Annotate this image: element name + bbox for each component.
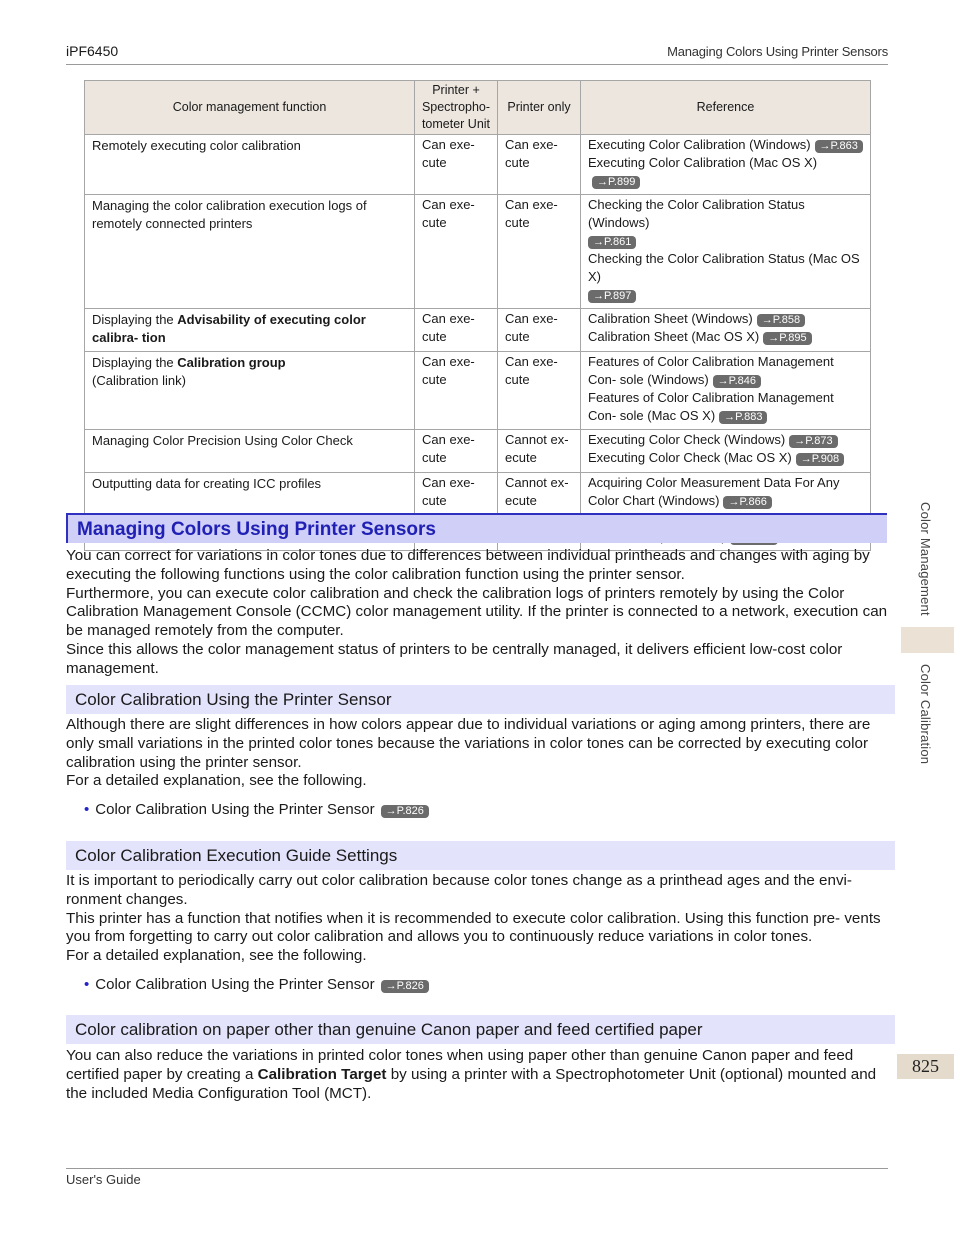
table-header-spectro: Printer + Spectropho- tometer Unit bbox=[415, 81, 498, 135]
spectro-cell: Can exe- cute bbox=[415, 309, 498, 352]
function-cell: Displaying the Calibration group (Calibration link) bbox=[85, 352, 415, 430]
page-number: 825 bbox=[897, 1054, 954, 1079]
table-row bbox=[85, 195, 871, 309]
reference-link[interactable]: Executing Color Check (Windows) →P.873 bbox=[588, 431, 863, 449]
printer-cell: Can exe- cute bbox=[498, 195, 581, 309]
table-row bbox=[85, 135, 871, 195]
reference-link[interactable]: Calibration Sheet (Mac OS X) →P.895 bbox=[588, 328, 863, 346]
page-ref-badge[interactable]: →P.826 bbox=[381, 980, 429, 993]
spectro-cell: Can exe- cute bbox=[415, 473, 498, 551]
page-ref-badge[interactable]: →P.899 bbox=[592, 176, 640, 189]
footer-text: User's Guide bbox=[66, 1172, 141, 1187]
printer-cell: Cannot ex- ecute bbox=[498, 430, 581, 473]
function-cell: Displaying the Advisability of executing color calibra- tion bbox=[85, 309, 415, 352]
reference-link[interactable]: Calibration Sheet (Windows) →P.858 bbox=[588, 310, 863, 328]
spectro-cell: Can exe- cute bbox=[415, 430, 498, 473]
table-row bbox=[85, 430, 871, 473]
page-ref-badge[interactable]: →P.858 bbox=[757, 314, 805, 327]
sidebar-subchapter-label: Color Calibration bbox=[918, 664, 933, 765]
spectro-cell: Can exe- cute bbox=[415, 195, 498, 309]
page-ref-badge[interactable]: →P.908 bbox=[796, 453, 844, 466]
function-cell: Managing the color calibration execution logs of remotely connected printers bbox=[85, 195, 415, 309]
table-header-function: Color management function bbox=[85, 81, 415, 135]
page-ref-badge[interactable]: →P.897 bbox=[588, 290, 636, 303]
page-ref-badge[interactable]: →P.866 bbox=[723, 496, 771, 509]
printer-cell: Can exe- cute bbox=[498, 309, 581, 352]
bullet-icon: • bbox=[84, 801, 90, 818]
subsection-body-guide-settings: It is important to periodically carry out color calibration because color tones change as a printhead ages and the envi- ronment changes. This printer has a function that notifies when it is recommended to execute color calibration. Using this function pre- vents you from forgetting to carry out color calibration and allows you to continuously reduce variations in color tones. For a detailed explanation, see the following. bbox=[66, 872, 881, 965]
reference-cell bbox=[581, 135, 871, 195]
reference-link[interactable]: Executing Color Calibration (Windows) →P.863 bbox=[588, 136, 863, 154]
function-cell: Managing Color Precision Using Color Check bbox=[85, 430, 415, 473]
page-ref-badge[interactable]: →P.826 bbox=[381, 805, 429, 818]
subsection-body-other-paper: You can also reduce the variations in printed color tones when using paper other than genuine Canon paper and feed certified paper by creating a Calibration Target by using a printer with a Spectrophotometer Unit (optional) mounted and the included Media Configuration Tool (MCT). bbox=[66, 1047, 877, 1102]
color-management-function-table bbox=[84, 80, 871, 551]
reference-cell bbox=[581, 430, 871, 473]
table-header-printer-only: Printer only bbox=[498, 81, 581, 135]
reference-link[interactable]: Executing Color Check (Mac OS X) →P.908 bbox=[588, 449, 863, 467]
function-cell: Outputting data for creating ICC profiles bbox=[85, 473, 415, 551]
reference-link[interactable]: Features of Color Calibration Management Con- sole (Mac OS X) →P.883 bbox=[588, 390, 834, 423]
bullet-icon: • bbox=[84, 976, 90, 993]
reference-cell bbox=[581, 309, 871, 352]
printer-cell: Can exe- cute bbox=[498, 135, 581, 195]
printer-cell: Cannot ex- ecute bbox=[498, 473, 581, 551]
reference-link[interactable]: Executing Color Calibration (Mac OS X)→P.899 bbox=[588, 155, 818, 188]
table-row bbox=[85, 352, 871, 430]
reference-link[interactable]: Checking the Color Calibration Status (Mac OS X) →P.897 bbox=[588, 251, 860, 302]
table-header-reference: Reference bbox=[581, 81, 871, 135]
page-ref-badge[interactable]: →P.861 bbox=[588, 236, 636, 249]
function-cell: Remotely executing color calibration bbox=[85, 135, 415, 195]
list-item[interactable]: • Color Calibration Using the Printer Sensor →P.826 bbox=[84, 800, 429, 819]
sidebar-chapter-marker bbox=[901, 627, 954, 653]
reference-link[interactable]: Acquiring Color Measurement Data For Any Color Chart (Windows) →P.866 bbox=[588, 475, 840, 508]
section-body-managing-colors: You can correct for variations in color tones due to differences between individual printheads and changes with aging by executing the following functions using the color calibration function using the printer sensor. Furthermore, you can execute color calibration and check the calibration logs of printers remotely by using the Color Calibration Management Console (CCMC) color management utility. If the printer is connected to a network, execution can be managed remotely from the computer. Since this allows the color management status of printers to be centrally managed, it delivers efficient low-cost color management. bbox=[66, 547, 888, 677]
footer-divider bbox=[66, 1168, 888, 1169]
list-item[interactable]: • Color Calibration Using the Printer Sensor →P.826 bbox=[84, 975, 429, 994]
header-divider bbox=[66, 64, 888, 65]
header-section-title: Managing Colors Using Printer Sensors bbox=[667, 44, 888, 59]
reference-link[interactable]: Checking the Color Calibration Status (Windows) →P.861 bbox=[588, 197, 805, 248]
spectro-cell: Can exe- cute bbox=[415, 352, 498, 430]
page-ref-badge[interactable]: →P.873 bbox=[789, 435, 837, 448]
reference-cell bbox=[581, 352, 871, 430]
table-row bbox=[85, 309, 871, 352]
reference-cell bbox=[581, 195, 871, 309]
spectro-cell: Can exe- cute bbox=[415, 135, 498, 195]
subsection-heading-guide-settings: Color Calibration Execution Guide Settings bbox=[66, 841, 895, 870]
page-ref-badge[interactable]: →P.863 bbox=[815, 140, 863, 153]
reference-link[interactable]: Features of Color Calibration Management Con- sole (Windows) →P.846 bbox=[588, 354, 834, 387]
subsection-heading-printer-sensor: Color Calibration Using the Printer Sensor bbox=[66, 685, 895, 714]
printer-cell: Can exe- cute bbox=[498, 352, 581, 430]
section-heading-managing-colors: Managing Colors Using Printer Sensors bbox=[66, 513, 887, 543]
page-ref-badge[interactable]: →P.883 bbox=[719, 411, 767, 424]
header-model: iPF6450 bbox=[66, 43, 119, 59]
page-ref-badge[interactable]: →P.895 bbox=[763, 332, 811, 345]
subsection-heading-other-paper: Color calibration on paper other than genuine Canon paper and feed certified paper bbox=[66, 1015, 895, 1044]
sidebar-chapter-label: Color Management bbox=[918, 502, 933, 616]
subsection-body-printer-sensor: Although there are slight differences in how colors appear due to individual variations or aging among printers, there are only small variations in the printed color tones because the variations in color tones can be corrected by executing color calibration using the printer sensor. For a detailed explanation, see the following. bbox=[66, 716, 871, 790]
page-ref-badge[interactable]: →P.846 bbox=[713, 375, 761, 388]
